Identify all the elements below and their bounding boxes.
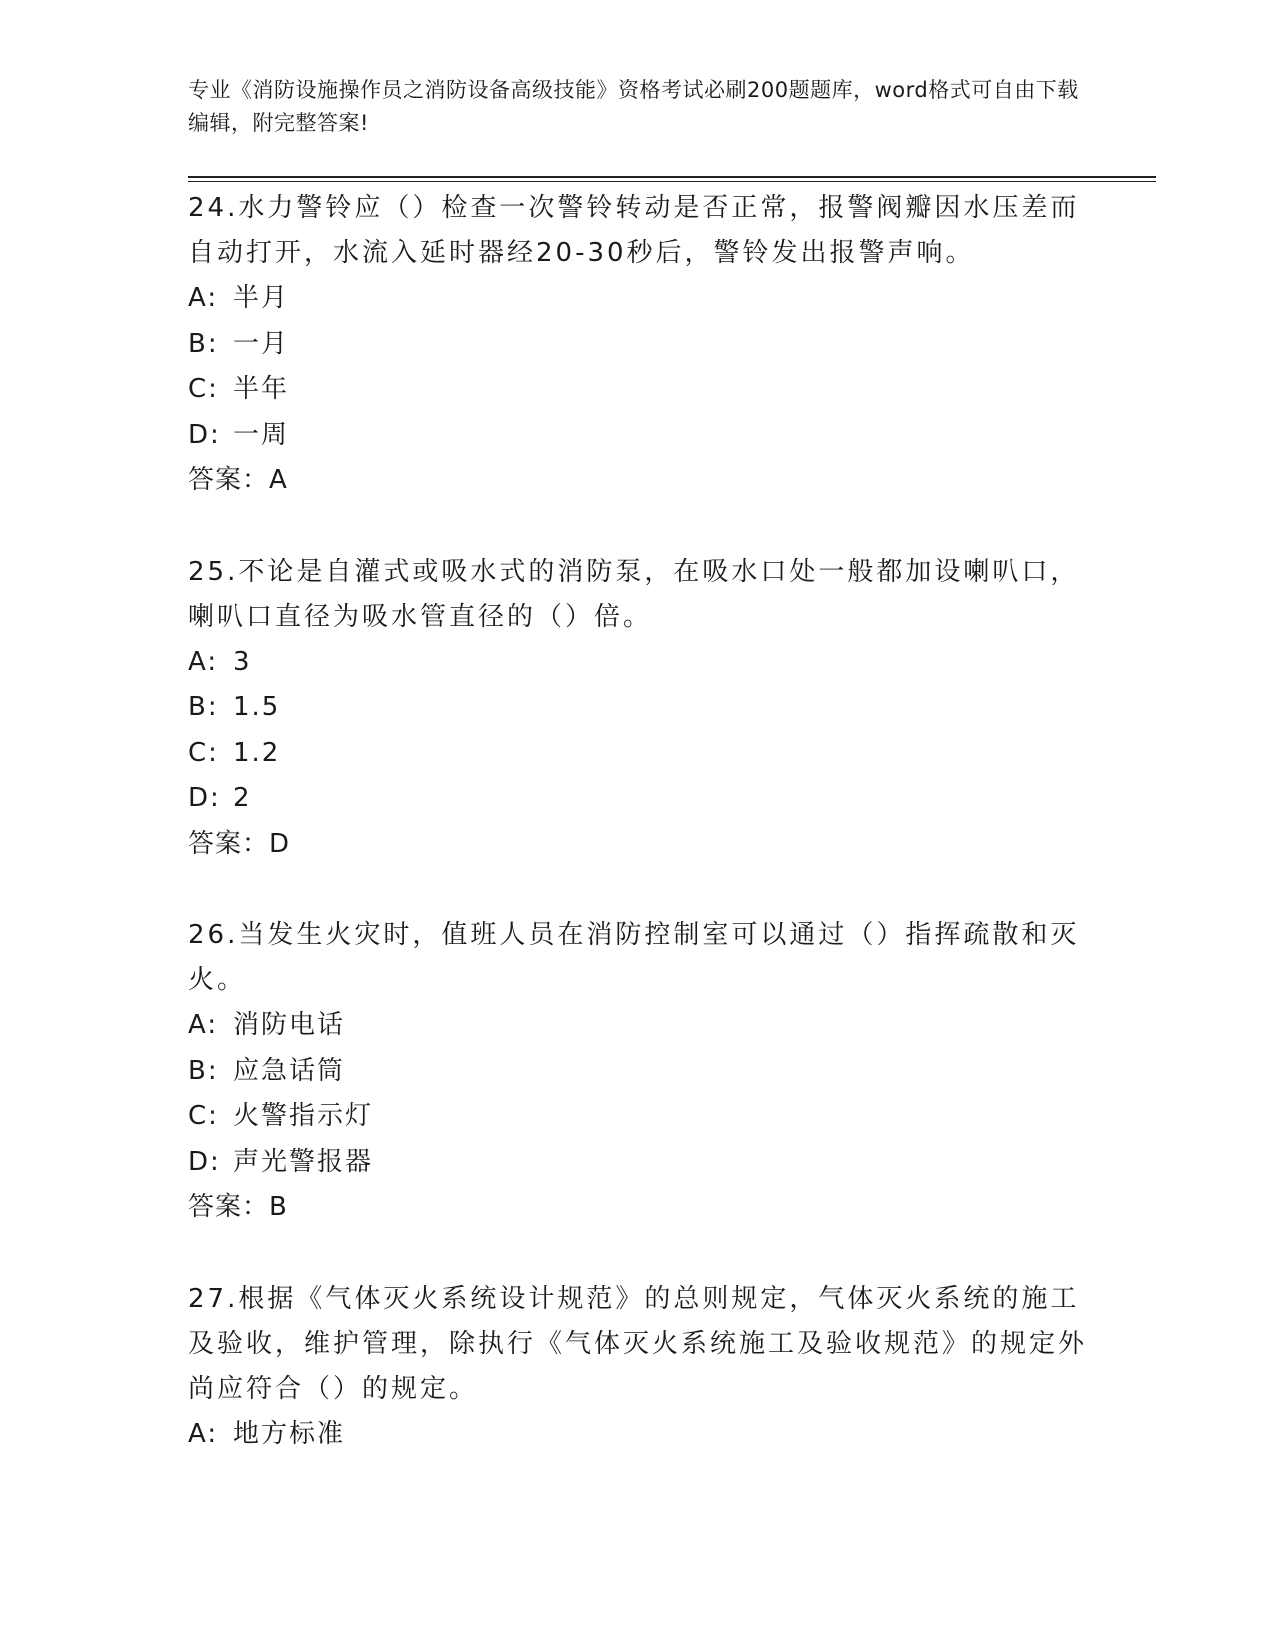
question-stem: 25.不论是自灌式或吸水式的消防泵，在吸水口处一般都加设喇叭口，喇叭口直径为吸水管直径的（）倍。 (188, 556, 1080, 632)
question-stem: 27.根据《气体灭火系统设计规范》的总则规定，气体灭火系统的施工及验收，维护管理，除执行《气体灭火系统施工及验收规范》的规定外尚应符合（）的规定。 (188, 1283, 1088, 1404)
option-a (188, 1003, 1088, 1049)
option-text: 半年 (233, 374, 290, 404)
answer-line: 答案：D (188, 828, 291, 859)
option-letter: C: (188, 737, 219, 768)
option-a (188, 276, 1088, 322)
option-letter: A: (188, 646, 219, 677)
option-d (188, 1140, 1088, 1186)
option-text: 2 (233, 783, 252, 813)
question-26 (188, 913, 1088, 1231)
question-stem: 26.当发生火灾时，值班人员在消防控制室可以通过（）指挥疏散和灭火。 (188, 920, 1080, 995)
option-a (188, 640, 1088, 686)
question-24 (188, 186, 1088, 504)
option-letter: A: (188, 1418, 219, 1449)
option-text: 1.5 (233, 692, 281, 722)
option-letter: A: (188, 1010, 219, 1040)
question-list (188, 186, 1088, 1457)
option-letter: D: (188, 1146, 221, 1177)
question-stem: 24.水力警铃应（）检查一次警铃转动是否正常，报警阀瓣因水压差而自动打开，水流入延时器经20-30秒后，警铃发出报警声响。 (188, 193, 1080, 268)
option-letter: D: (188, 419, 221, 450)
question-27 (188, 1277, 1088, 1458)
option-c (188, 367, 1088, 413)
question-spacer (188, 1231, 1088, 1277)
option-letter: C: (188, 374, 219, 404)
option-d (188, 413, 1088, 459)
question-25 (188, 550, 1088, 868)
option-letter: C: (188, 1101, 219, 1131)
option-text: 火警指示灯 (233, 1101, 374, 1131)
answer-line: 答案：B (188, 1192, 288, 1222)
document-header (188, 74, 1088, 140)
option-letter: A: (188, 283, 219, 313)
option-text: 消防电话 (233, 1010, 346, 1040)
header-divider-thin (188, 181, 1156, 182)
option-d (188, 776, 1088, 822)
option-text: 应急话筒 (233, 1055, 346, 1086)
question-spacer (188, 867, 1088, 913)
option-text: 3 (233, 646, 252, 677)
option-c (188, 1094, 1088, 1140)
option-text: 一月 (233, 328, 290, 359)
option-letter: B: (188, 328, 219, 359)
option-letter: D: (188, 783, 221, 813)
header-divider-thick (188, 176, 1156, 178)
answer-line: 答案：A (188, 465, 288, 495)
question-spacer (188, 504, 1088, 550)
option-text: 一周 (233, 419, 290, 450)
option-letter: B: (188, 1055, 219, 1086)
option-letter: B: (188, 692, 219, 722)
header-text: 专业《消防设施操作员之消防设备高级技能》资格考试必刷200题题库，word格式可自由下载编辑，附完整答案! (188, 78, 1079, 135)
option-b (188, 685, 1088, 731)
option-text: 1.2 (233, 737, 281, 768)
option-b (188, 322, 1088, 368)
option-text: 半月 (233, 283, 290, 313)
option-c (188, 731, 1088, 777)
option-text: 地方标准 (233, 1418, 346, 1449)
option-b (188, 1049, 1088, 1095)
option-a (188, 1412, 1088, 1458)
option-text: 声光警报器 (233, 1146, 374, 1177)
